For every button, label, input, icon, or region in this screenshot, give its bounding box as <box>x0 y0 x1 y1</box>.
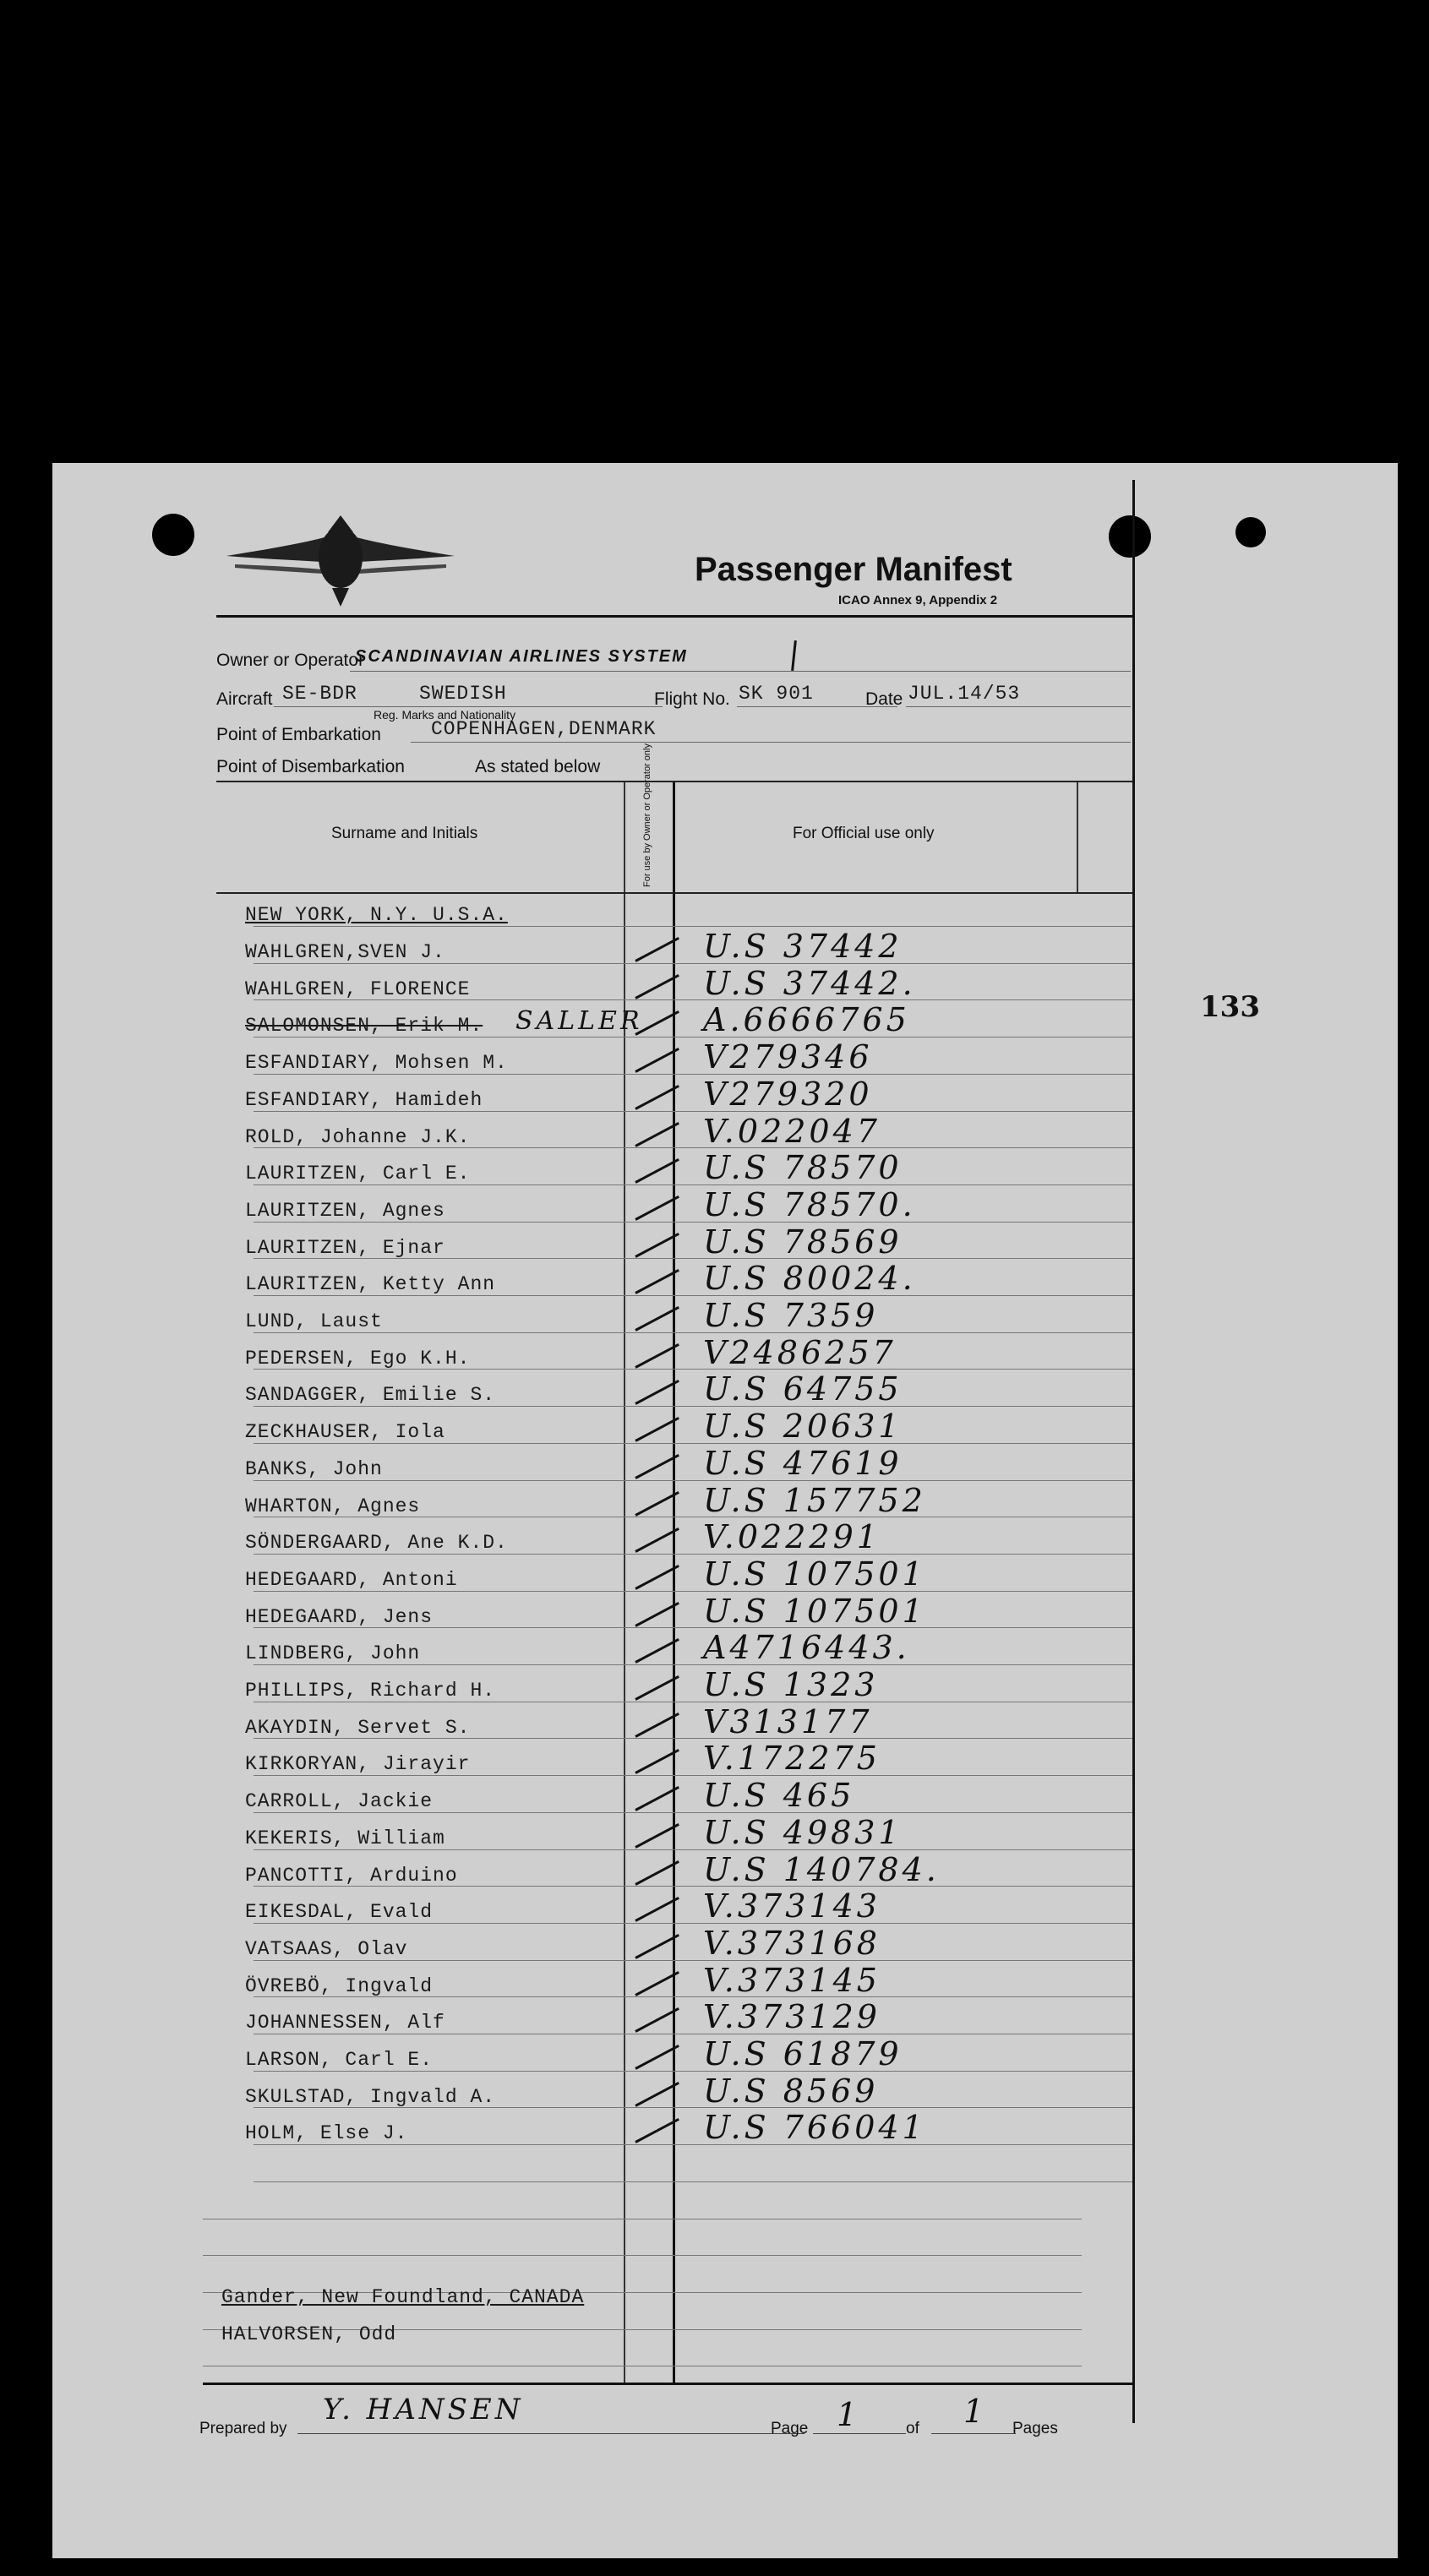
official-entry: U.S 20631 <box>703 1408 903 1446</box>
pages-label: Pages <box>1012 2420 1058 2437</box>
aircraft-label: Aircraft <box>216 689 273 709</box>
official-entry: U.S 78570. <box>703 1185 916 1223</box>
passenger-name: CARROLL, Jackie <box>245 1790 434 1813</box>
official-entry: V313177 <box>703 1702 873 1740</box>
official-entry: U.S 80024. <box>703 1260 916 1298</box>
header-rule <box>216 892 1132 894</box>
col-header-official: For Official use only <box>793 825 935 842</box>
footer-rule <box>203 2383 1132 2385</box>
disembark-label: Point of Disembarkation <box>216 757 405 776</box>
aircraft-reg-value: SE-BDR <box>282 683 357 705</box>
passenger-name: LAURITZEN, Agnes <box>245 1199 445 1222</box>
passenger-name: LAURITZEN, Ejnar <box>245 1236 445 1259</box>
official-entry: U.S 64755 <box>703 1370 903 1408</box>
official-entry: A4716443. <box>703 1629 910 1667</box>
official-entry: U.S 107501 <box>703 1555 926 1593</box>
date-rule <box>906 706 1131 707</box>
official-entry: U.S 140784. <box>703 1850 940 1888</box>
official-entry: U.S 107501 <box>703 1592 926 1630</box>
passenger-name: WHARTON, Agnes <box>245 1495 421 1517</box>
passenger-name: SALOMONSEN, Erik M. <box>245 1015 483 1037</box>
official-entry: U.S 37442. <box>703 964 916 1002</box>
official-entry: U.S 78570 <box>703 1149 903 1187</box>
passenger-name: KIRKORYAN, Jirayir <box>245 1753 471 1776</box>
table-right-inner-border <box>1077 782 1078 892</box>
page-value: 1 <box>837 2396 861 2433</box>
passenger-name: HALVORSEN, Odd <box>221 2323 397 2345</box>
passenger-name: SÖNDERGAARD, Ane K.D. <box>245 1532 508 1555</box>
official-entry: U.S 766041 <box>703 2109 926 2147</box>
manifest-sheet <box>52 463 1398 2558</box>
owner-value: SCANDINAVIAN AIRLINES SYSTEM <box>355 647 688 666</box>
page-title: Passenger Manifest <box>695 551 1012 588</box>
disembark-value: As stated below <box>475 757 601 776</box>
official-entry: U.S 49831 <box>703 1813 903 1851</box>
official-entry: U.S 37442 <box>703 928 903 965</box>
prepared-label: Prepared by <box>199 2420 287 2437</box>
passenger-name: HEDEGAARD, Jens <box>245 1605 434 1628</box>
airline-logo-icon <box>218 515 463 608</box>
passenger-name: LINDBERG, John <box>245 1642 421 1665</box>
passenger-name: SANDAGGER, Emilie S. <box>245 1384 496 1407</box>
passenger-name: JOHANNESSEN, Alf <box>245 2012 445 2034</box>
destination-heading-1: NEW YORK, N.Y. U.S.A. <box>245 904 508 926</box>
flight-label: Flight No. <box>654 689 730 709</box>
col-header-name: Surname and Initials <box>331 825 478 842</box>
aircraft-nationality-value: SWEDISH <box>419 683 507 705</box>
passenger-name: LAURITZEN, Carl E. <box>245 1163 471 1185</box>
punch-hole-right <box>1109 515 1151 558</box>
embark-value: COPENHAGEN,DENMARK <box>431 718 657 740</box>
punch-hole-far-right <box>1235 517 1266 547</box>
official-entry: V279320 <box>703 1075 873 1113</box>
title-rule <box>216 615 1132 618</box>
passenger-name: HOLM, Else J. <box>245 2122 408 2145</box>
page-label: Page <box>771 2420 809 2437</box>
passenger-name: ZECKHAUSER, Iola <box>245 1421 445 1444</box>
official-entry: V.373129 <box>703 1998 881 2036</box>
aircraft-rule <box>274 706 663 707</box>
passenger-name: WAHLGREN, FLORENCE <box>245 978 471 1000</box>
punch-hole-left <box>152 514 194 556</box>
passenger-name: SKULSTAD, Ingvald A. <box>245 2085 496 2108</box>
official-entry: V.022047 <box>703 1112 881 1150</box>
row-rule <box>254 1332 1132 1333</box>
prepared-value: Y. HANSEN <box>323 2393 524 2426</box>
passenger-name: LAURITZEN, Ketty Ann <box>245 1273 496 1296</box>
embark-label: Point of Embarkation <box>216 725 381 744</box>
official-entry: U.S 8569 <box>703 2072 879 2110</box>
owner-rule <box>350 671 1131 672</box>
page-subtitle: ICAO Annex 9, Appendix 2 <box>838 593 998 607</box>
passenger-name: LARSON, Carl E. <box>245 2049 434 2071</box>
flight-value: SK 901 <box>739 683 814 705</box>
row-rule <box>203 2255 1082 2256</box>
official-entry: U.S 157752 <box>703 1481 926 1519</box>
side-number: 133 <box>1200 990 1260 1024</box>
official-entry: U.S 1323 <box>703 1666 879 1703</box>
passenger-name: PANCOTTI, Arduino <box>245 1864 458 1887</box>
official-entry: V279346 <box>703 1038 873 1076</box>
passenger-name: WAHLGREN,SVEN J. <box>245 941 445 963</box>
official-entry: V.373145 <box>703 1961 881 1999</box>
official-entry: V.373168 <box>703 1924 881 1962</box>
passenger-name: ROLD, Johanne J.K. <box>245 1125 471 1148</box>
of-label: of <box>906 2420 919 2437</box>
passenger-note: SALLER <box>515 1006 643 1037</box>
official-entry: U.S 47619 <box>703 1444 903 1482</box>
passenger-name: ESFANDIARY, Hamideh <box>245 1088 483 1111</box>
passenger-name: EIKESDAL, Evald <box>245 1901 434 1924</box>
official-entry: U.S 465 <box>703 1777 855 1815</box>
col-header-operator: For use by Owner or Operator only <box>642 743 652 887</box>
date-value: JUL.14/53 <box>908 683 1021 705</box>
embark-rule <box>411 742 1131 743</box>
passenger-name: VATSAAS, Olav <box>245 1937 408 1960</box>
official-entry: V.172275 <box>703 1740 881 1778</box>
official-entry: U.S 61879 <box>703 2035 903 2072</box>
destination-heading-2: Gander, New Foundland, CANADA <box>221 2286 585 2308</box>
official-entry: V2486257 <box>703 1333 897 1371</box>
passenger-name: ESFANDIARY, Mohsen M. <box>245 1052 508 1075</box>
passenger-name: ÖVREBÖ, Ingvald <box>245 1974 434 1997</box>
passenger-name: LUND, Laust <box>245 1310 383 1332</box>
row-rule <box>254 2181 1132 2182</box>
owner-label: Owner or Operator <box>216 651 365 670</box>
official-entry: U.S 78569 <box>703 1223 903 1261</box>
owner-stroke-mark <box>791 640 797 671</box>
passenger-name: KEKERIS, William <box>245 1827 445 1849</box>
page-rule <box>813 2433 906 2434</box>
row-rule <box>254 926 1132 927</box>
official-entry: U.S 7359 <box>703 1297 879 1334</box>
total-pages-value: 1 <box>963 2393 988 2430</box>
passenger-name: BANKS, John <box>245 1457 383 1480</box>
passenger-name: PHILLIPS, Richard H. <box>245 1680 496 1702</box>
total-rule <box>931 2433 1016 2434</box>
reg-note: Reg. Marks and Nationality <box>374 708 516 722</box>
passenger-name: AKAYDIN, Servet S. <box>245 1716 471 1739</box>
official-entry: V.022291 <box>703 1518 881 1556</box>
official-entry: A.6666765 <box>703 1001 910 1039</box>
official-entry: V.373143 <box>703 1887 881 1925</box>
passenger-name: PEDERSEN, Ego K.H. <box>245 1347 471 1370</box>
date-label: Date <box>865 689 903 709</box>
prepared-rule <box>297 2433 804 2434</box>
form-right-border <box>1132 480 1135 2423</box>
passenger-name: HEDEGAARD, Antoni <box>245 1568 458 1591</box>
row-rule <box>254 1480 1132 1481</box>
